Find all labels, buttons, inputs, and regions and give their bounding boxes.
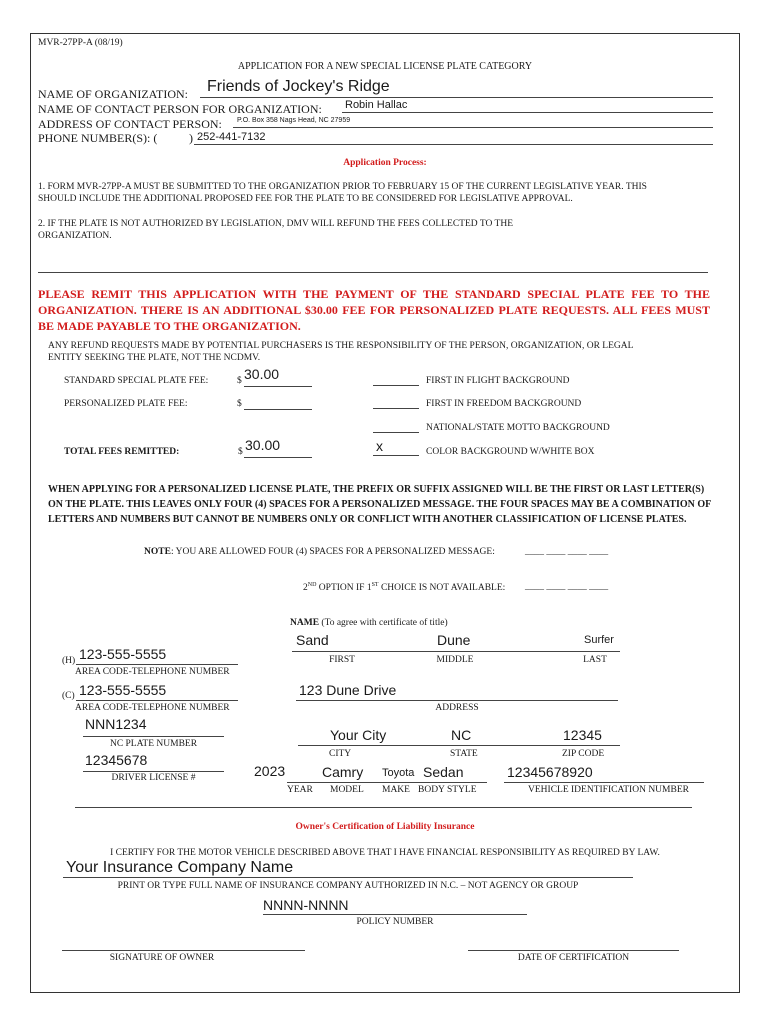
name-heading: NAME xyxy=(290,618,320,628)
contact-field[interactable]: Robin Hallac xyxy=(345,99,408,111)
bg-first-flight-label: FIRST IN FLIGHT BACKGROUND xyxy=(426,376,570,386)
phone-label: PHONE NUMBER(S): ( xyxy=(38,131,158,145)
phone-line xyxy=(194,144,713,145)
driver-license-field[interactable]: 12345678 xyxy=(85,752,148,768)
cell-phone-label: AREA CODE-TELEPHONE NUMBER xyxy=(75,703,230,713)
standard-fee-line xyxy=(244,386,312,387)
bg-first-freedom-line xyxy=(373,408,419,409)
middle-name-field[interactable]: Dune xyxy=(437,632,471,648)
process-item-1: 1. FORM MVR-27PP-A MUST BE SUBMITTED TO THE ORGANIZATION PRIOR TO FEBRUARY 15 OF THE CURRENT LEGISLATIVE YEAR. THIS SHOULD INCLUDE THE ADDITIONAL PROPOSED FEE FOR THE PLATE TO BE CONSIDERED FOR LEGISLATIVE APPROVAL. xyxy=(38,182,647,204)
note-text: : YOU ARE ALLOWED FOUR (4) SPACES FOR A PERSONALIZED MESSAGE: xyxy=(170,547,495,557)
middle-label: MIDDLE xyxy=(436,655,474,665)
home-phone-label: AREA CODE-TELEPHONE NUMBER xyxy=(75,667,230,677)
plate-number-label: NC PLATE NUMBER xyxy=(109,739,198,749)
home-prefix: (H) xyxy=(62,656,76,666)
signature-label: SIGNATURE OF OWNER xyxy=(109,953,215,963)
driver-license-label: DRIVER LICENSE # xyxy=(111,773,196,783)
vehicle-line xyxy=(287,782,487,783)
zip-field[interactable]: 12345 xyxy=(563,727,602,743)
city-label: CITY xyxy=(329,749,352,759)
bg-first-flight-line xyxy=(373,385,419,386)
address-label: ADDRESS OF CONTACT PERSON: xyxy=(38,117,222,131)
insurance-company-label: PRINT OR TYPE FULL NAME OF INSURANCE COMPANY AUTHORIZED IN N.C. – NOT AGENCY OR GROUP xyxy=(117,881,579,891)
body-style-label: BODY STYLE xyxy=(418,785,477,795)
note-line xyxy=(144,547,495,557)
policy-number-field[interactable]: NNNN-NNNN xyxy=(263,897,349,913)
date-label: DATE OF CERTIFICATION xyxy=(517,953,630,963)
home-phone-field[interactable]: 123-555-5555 xyxy=(79,646,167,662)
date-line[interactable] xyxy=(468,950,679,951)
cell-phone-field[interactable]: 123-555-5555 xyxy=(79,682,167,698)
process-heading: Application Process: xyxy=(343,158,427,168)
personalized-fee-label: PERSONALIZED PLATE FEE: xyxy=(64,399,188,409)
contact-label: NAME OF CONTACT PERSON FOR ORGANIZATION: xyxy=(38,102,322,116)
note-label: NOTE xyxy=(144,547,171,557)
total-fee-line xyxy=(244,457,312,458)
total-fee-label: TOTAL FEES REMITTED: xyxy=(64,447,180,457)
vin-line xyxy=(504,782,704,783)
model-field[interactable]: Camry xyxy=(322,764,364,780)
name-heading-line xyxy=(290,618,448,628)
make-field[interactable]: Toyota xyxy=(382,767,415,779)
owner-address-line xyxy=(296,700,618,701)
insurance-company-field[interactable]: Your Insurance Company Name xyxy=(66,859,294,876)
policy-number-label: POLICY NUMBER xyxy=(356,917,434,927)
last-label: LAST xyxy=(583,655,607,665)
plate-number-line xyxy=(83,736,224,737)
total-fee-field[interactable]: 30.00 xyxy=(245,437,281,453)
dollar-sign-2: $ xyxy=(237,399,242,409)
contact-line xyxy=(342,112,713,113)
org-name-field[interactable]: Friends of Jockey's Ridge xyxy=(207,78,390,95)
standard-fee-field[interactable]: 30.00 xyxy=(244,366,280,382)
form-title: APPLICATION FOR A NEW SPECIAL LICENSE PLATE CATEGORY xyxy=(237,61,533,72)
first-label: FIRST xyxy=(329,655,355,665)
city-field[interactable]: Your City xyxy=(330,727,387,743)
bg-color-white-mark[interactable]: x xyxy=(376,438,383,454)
signature-line[interactable] xyxy=(62,950,305,951)
certify-statement: I CERTIFY FOR THE MOTOR VEHICLE DESCRIBED ABOVE THAT I HAVE FINANCIAL RESPONSIBILITY AS REQUIRED BY LAW. xyxy=(110,848,660,858)
org-name-line xyxy=(200,97,713,98)
year-label: YEAR xyxy=(287,785,313,795)
plate-number-field[interactable]: NNN1234 xyxy=(85,716,147,732)
address-field[interactable]: P.O. Box 358 Nags Head, NC 27959 xyxy=(237,117,351,124)
vin-label: VEHICLE IDENTIFICATION NUMBER xyxy=(528,785,689,795)
bg-motto-label: NATIONAL/STATE MOTTO BACKGROUND xyxy=(426,423,610,433)
second-option-label: 2ND OPTION IF 1ST CHOICE IS NOT AVAILABLE: xyxy=(303,582,506,594)
insurance-heading: Owner's Certification of Liability Insurance xyxy=(295,822,475,832)
model-label: MODEL xyxy=(330,785,364,795)
first-name-field[interactable]: Sand xyxy=(296,632,329,648)
make-label: MAKE xyxy=(382,785,410,795)
bg-color-white-line xyxy=(373,455,419,456)
city-state-zip-line xyxy=(298,745,620,746)
phone-field[interactable]: 252-441-7132 xyxy=(197,131,266,143)
org-name-label: NAME OF ORGANIZATION: xyxy=(38,87,188,101)
phone-label-close: ) xyxy=(189,131,193,145)
process-item-2: 2. IF THE PLATE IS NOT AUTHORIZED BY LEGISLATION, DMV WILL REFUND THE FEES COLLECTED TO THE ORGANIZATION. xyxy=(38,219,513,241)
form-code: MVR-27PP-A (08/19) xyxy=(38,38,123,48)
state-field[interactable]: NC xyxy=(451,727,472,743)
driver-license-line xyxy=(83,771,224,772)
bg-color-white-label: COLOR BACKGROUND W/WHITE BOX xyxy=(426,447,595,457)
state-label: STATE xyxy=(450,749,478,759)
standard-fee-label: STANDARD SPECIAL PLATE FEE: xyxy=(64,376,209,386)
remit-notice: PLEASE REMIT THIS APPLICATION WITH THE PAYMENT OF THE STANDARD SPECIAL PLATE FEE TO THE ORGANIZATION. THERE IS AN ADDITIONAL $30.00 FEE FOR PERSONALIZED PLATE REQUESTS. ALL FEES MUST BE MADE PAYABLE TO THE ORGANIZATION. xyxy=(38,287,710,333)
personalized-notice: WHEN APPLYING FOR A PERSONALIZED LICENSE PLATE, THE PREFIX OR SUFFIX ASSIGNED WILL BE THE FIRST OR LAST LETTER(S) ON THE PLATE. THIS LEAVES ONLY FOUR (4) SPACES FOR A PERSONALIZED MESSAGE. THE FOUR SPACES MAY BE A COMBINATION OF LETTERS AND NUMBERS BUT CANNOT BE NUMBERS ONLY OR CONFLICT WITH ANOTHER CLASSIFICATION OF LICENSE PLATES. xyxy=(48,484,711,525)
home-phone-line xyxy=(76,664,238,665)
bg-motto-line xyxy=(373,432,419,433)
last-name-field[interactable]: Surfer xyxy=(584,634,614,646)
personalized-fee-line xyxy=(244,409,312,410)
refund-notice: ANY REFUND REQUESTS MADE BY POTENTIAL PURCHASERS IS THE RESPONSIBILITY OF THE PERSON, ORGANIZATION, OR LEGAL ENTITY SEEKING THE PLATE, NOT THE NCDMV. xyxy=(48,341,634,363)
cell-phone-line xyxy=(76,700,238,701)
name-heading-note: (To agree with certificate of title) xyxy=(319,618,448,628)
insurance-company-line xyxy=(63,877,633,878)
owner-address-field[interactable]: 123 Dune Drive xyxy=(299,682,397,698)
divider-2 xyxy=(75,807,692,808)
dollar-sign-1: $ xyxy=(237,376,242,386)
year-field[interactable]: 2023 xyxy=(254,763,286,779)
divider-1 xyxy=(38,272,708,273)
cell-prefix: (C) xyxy=(62,691,75,701)
personal-message-blanks[interactable]: ____ ____ ____ ____ xyxy=(525,547,609,557)
policy-number-line xyxy=(263,914,527,915)
second-option-blanks[interactable]: ____ ____ ____ ____ xyxy=(525,582,609,592)
owner-address-label: ADDRESS xyxy=(435,703,479,713)
bg-first-freedom-label: FIRST IN FREEDOM BACKGROUND xyxy=(426,399,582,409)
vin-field[interactable]: 12345678920 xyxy=(507,764,593,780)
address-line xyxy=(233,127,713,128)
dollar-sign-3: $ xyxy=(238,447,243,457)
body-style-field[interactable]: Sedan xyxy=(423,764,464,780)
zip-label: ZIP CODE xyxy=(562,749,605,759)
name-line xyxy=(292,651,620,652)
